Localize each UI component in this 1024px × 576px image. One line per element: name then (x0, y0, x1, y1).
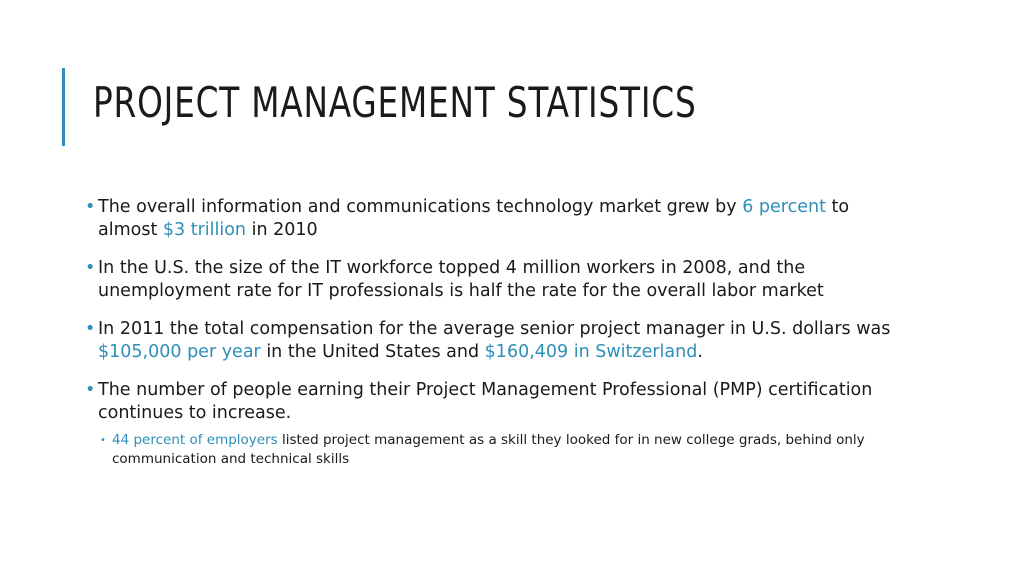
bullet-text-part: to almost (98, 197, 850, 240)
bullet-text-part: in 2010 (246, 220, 318, 240)
highlight-text: 44 percent of employers (112, 432, 278, 448)
bullet-text (98, 318, 904, 364)
bullet-text (98, 257, 904, 303)
sub-bullet-list (98, 431, 904, 469)
bullet-text (98, 379, 904, 425)
highlight-text: 6 percent (742, 197, 826, 217)
bullet-item (84, 379, 904, 469)
bullet-dot-icon: • (85, 319, 96, 339)
highlight-text: $160,409 in Switzerland (484, 342, 698, 362)
highlight-text: $3 trillion (162, 220, 247, 240)
bullet-text (98, 196, 904, 242)
bullet-dot-icon: • (85, 380, 96, 400)
bullet-text-part: listed project management as a skill they looked for in new college grads, behind only communication and technical skills (112, 432, 865, 467)
sub-bullet-item (98, 431, 892, 469)
bullet-text-part: The overall information and communications technology market grew by (98, 197, 743, 217)
bullet-text-part: In the U.S. the size of the IT workforce topped 4 million workers in 2008, and the unemployment rate for IT professionals is half the rate for the overall labor market (98, 258, 824, 301)
bullet-text-part: in the United States and (260, 342, 485, 362)
bullet-item (84, 196, 904, 242)
bullet-text-part: . (697, 342, 703, 362)
bullet-item (84, 257, 904, 303)
bullet-list (84, 196, 904, 484)
bullet-dot-icon: • (85, 197, 96, 217)
bullet-dot-icon: • (85, 258, 96, 278)
sub-bullet-text (112, 432, 865, 467)
bullet-text-part: The number of people earning their Project Management Professional (PMP) certification continues to increase. (98, 380, 873, 423)
bullet-item (84, 318, 904, 364)
slide-title: PROJECT MANAGEMENT STATISTICS (93, 78, 697, 127)
sub-bullet-dot-icon: • (100, 435, 106, 446)
highlight-text: $105,000 per year (98, 342, 261, 362)
title-accent-bar (62, 68, 65, 146)
bullet-text-part: In 2011 the total compensation for the average senior project manager in U.S. dollars was (98, 319, 891, 339)
